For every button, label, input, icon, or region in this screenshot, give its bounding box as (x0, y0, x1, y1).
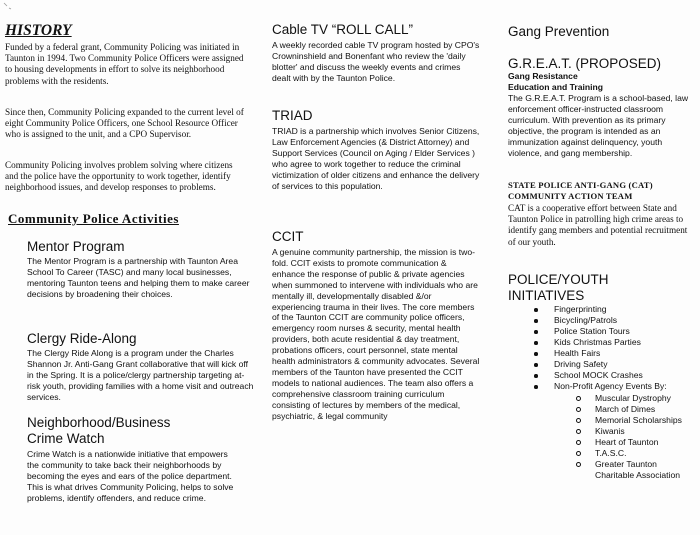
great-subheading (508, 71, 694, 93)
bullet-circle-icon (576, 396, 581, 401)
bullet-circle-icon (576, 429, 581, 434)
mentor-program-heading: Mentor Program (27, 239, 125, 254)
sub-list-item: T.A.S.C. (595, 448, 693, 459)
bullet-dot-icon (534, 308, 538, 312)
bullet-circle-icon (576, 407, 581, 412)
bullet-circle-icon (576, 462, 581, 467)
community-police-activities-heading: Community Police Activities (8, 211, 179, 226)
gang-prevention-heading: Gang Prevention (508, 24, 610, 39)
history-paragraph-2: Since then, Community Policing expanded to the current level of eight Community Police Officers, one School Resource Officer who is assigned to the unit, and a CPO Supervisor. (5, 107, 244, 140)
clergy-ride-along-heading: Clergy Ride-Along (27, 331, 137, 346)
scan-speck-mark (3, 2, 17, 12)
list-item: Fingerprinting (554, 304, 692, 315)
list-item: Bicycling/Patrols (554, 315, 692, 326)
sub-list-item: Memorial Scholarships (595, 415, 693, 426)
bullet-dot-icon (534, 374, 538, 378)
list-item: School MOCK Crashes (554, 370, 692, 381)
cat-heading (508, 180, 694, 202)
sub-list-item: Kiwanis (595, 426, 693, 437)
sub-list-item: March of Dimes (595, 404, 693, 415)
roll-call-text: A weekly recorded cable TV program hosted by CPO's Crowninshield and Bonenfant who review the 'daily blotter' and discuss the weekly events and crimes dealt with by the Taunton Police. (272, 40, 480, 83)
list-item: Police Station Tours (554, 326, 692, 337)
cat-text: CAT is a cooperative effort between State and Taunton Police in patrolling high crime areas to identify gang members and potential recruitment of our youth. (508, 203, 688, 247)
clergy-ride-along-text: The Clergy Ride Along is a program under the Charles Shannon Jr. Anti-Gang Grant collaborative that will kick off in the Spring. It is a police/clergy partnership targeting at-risk youth, providing families with a home visit and outreach services. (27, 348, 254, 402)
ccit-heading: CCIT (272, 229, 304, 244)
history-paragraph-1: Funded by a federal grant, Community Policing was initiated in Taunton in 1994. Two Community Police Officers were assigned to housing developments in effort to solve its neighborhood problems with the residents. (5, 42, 244, 86)
bullet-circle-icon (576, 451, 581, 456)
cat-heading-line-1: STATE POLICE ANTI-GANG (CAT) (508, 180, 653, 190)
great-heading: G.R.E.A.T. (PROPOSED) (508, 56, 662, 71)
ccit-text: A genuine community partnership, the mission is two-fold. CCIT exists to promote communication & enhance the response of public & private agencies when summoned to intervene with individuals who are mentally ill, developmentally disabled &/or experiencing trauma in their lives. The core members of the Taunton CCIT are community police officers, emergency room nurses & security, mental health providers, both acute residential & day treatment, probations officers, court personnel, state mental health administrators & community advocates. Several members of the Taunton have presented the CCIT models to national audiences. The team also offers a comprehensive classroom training curriculum consisting of lectures by members of the medical, psychiatric, & legal community (272, 247, 480, 421)
bullet-dot-icon (534, 385, 538, 389)
bullet-circle-icon (576, 440, 581, 445)
list-item: Health Fairs (554, 348, 692, 359)
police-youth-initiatives-heading (508, 272, 609, 304)
bullet-dot-icon (534, 319, 538, 323)
crime-watch-heading-line-2: Crime Watch (27, 431, 105, 446)
bullet-dot-icon (534, 341, 538, 345)
bullet-dot-icon (534, 352, 538, 356)
sub-list-item: Heart of Taunton (595, 437, 693, 448)
triad-text: TRIAD is a partnership which involves Senior Citizens, Law Enforcement Agencies (& District Attorney) and Support Services (Council on Aging / Elder Services ) who agree to work together to reduce the criminal victimization of older citizens and enhance the delivery of services to this population. (272, 126, 480, 191)
history-heading: HISTORY (5, 22, 72, 39)
list-item: Non-Profit Agency Events By: (554, 381, 692, 392)
list-item: Driving Safety (554, 359, 692, 370)
bullet-dot-icon (534, 363, 538, 367)
cat-heading-line-2: COMMUNITY ACTION TEAM (508, 191, 633, 201)
history-paragraph-3: Community Policing involves problem solving where citizens and the police have the opportunity to work together, identify neighborhood issues, and develop responses to problems. (5, 160, 233, 193)
list-item: Kids Christmas Parties (554, 337, 692, 348)
triad-heading: TRIAD (272, 108, 313, 123)
bullet-dot-icon (534, 330, 538, 334)
mentor-program-text: The Mentor Program is a partnership with Taunton Area School To Career (TASC) and many local businesses, mentoring Taunton teens and helping them to make career decisions by broadening their choices. (27, 256, 250, 299)
crime-watch-text: Crime Watch is a nationwide initiative that empowers the community to take back their neighborhoods by becoming the eyes and ears of the police department. This is what drives Community Policing, helps to solve problems, identify offenders, and reduce crime. (27, 449, 234, 503)
sub-list-item: Muscular Dystrophy (595, 393, 693, 404)
great-subheading-line-1: Gang Resistance (508, 71, 578, 81)
crime-watch-heading-line-1: Neighborhood/Business (27, 415, 171, 430)
initiatives-list (554, 304, 692, 392)
sub-list-item: Greater Taunton Charitable Association (595, 459, 693, 481)
agency-events-sublist (595, 393, 693, 481)
great-text: The G.R.E.A.T. Program is a school-based, law enforcement officer-instructed classroom curriculum. With prevention as its primary objective, the program is intended as an immunization against delinquency, youth violence, and gang membership. (508, 93, 689, 158)
police-youth-initiatives-line-1: POLICE/YOUTH (508, 272, 609, 287)
great-subheading-line-2: Education and Training (508, 81, 604, 92)
crime-watch-heading (27, 415, 170, 447)
roll-call-heading: Cable TV “ROLL CALL” (272, 22, 414, 37)
police-youth-initiatives-line-2: INITIATIVES (508, 288, 585, 303)
bullet-circle-icon (576, 418, 581, 423)
